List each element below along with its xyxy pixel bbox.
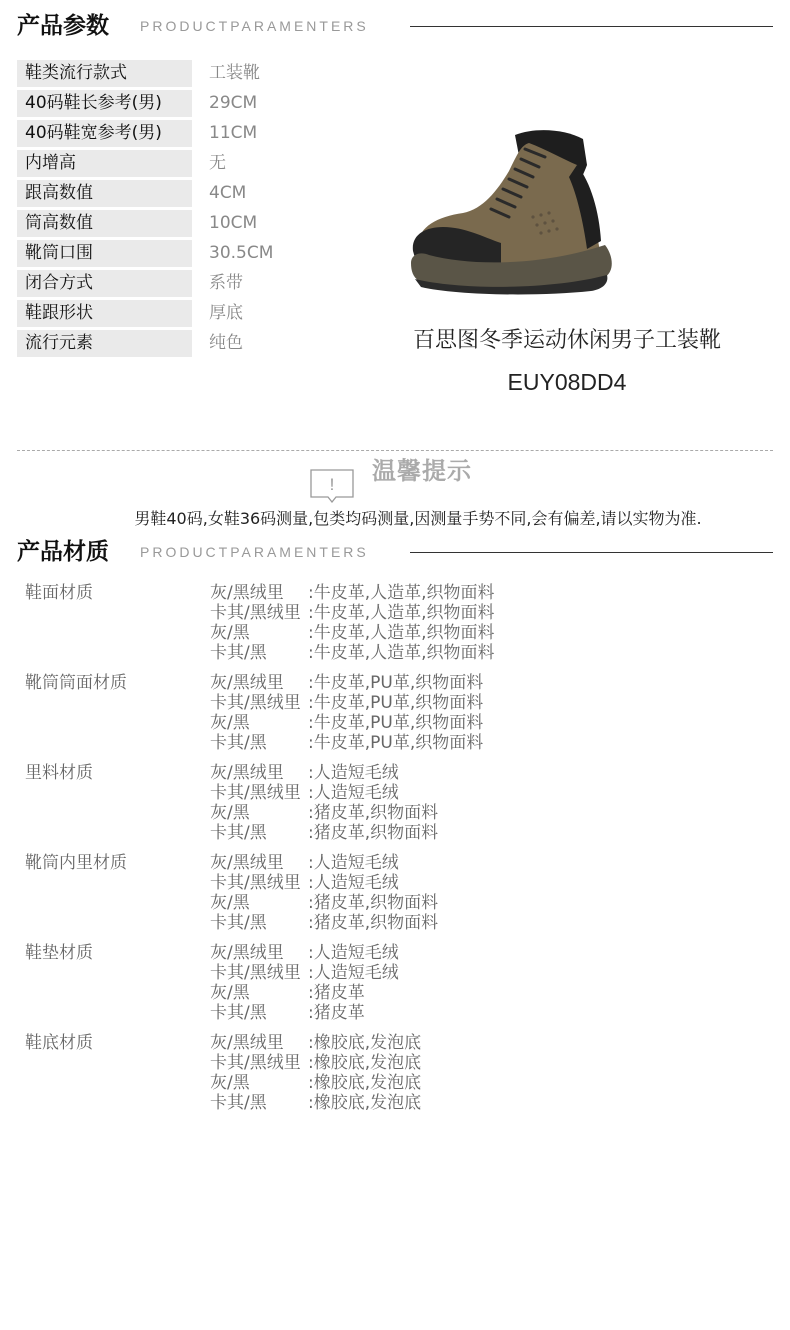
material-color-variant: 卡其/黑 — [210, 1003, 267, 1023]
param-value: 工装靴 — [209, 63, 260, 83]
material-color-variant: 卡其/黑绒里 — [210, 603, 301, 623]
material-group — [25, 763, 725, 853]
material-color-variant: 灰/黑 — [210, 713, 250, 733]
material-color-variant: 卡其/黑 — [210, 733, 267, 753]
material-separator: : — [308, 963, 314, 983]
material-color-variant: 灰/黑 — [210, 1073, 250, 1093]
materials-section-header — [17, 537, 773, 567]
material-color-variant: 卡其/黑绒里 — [210, 783, 301, 803]
material-separator: : — [308, 1053, 314, 1073]
material-separator: : — [308, 693, 314, 713]
params-section-subtitle: PRODUCTPARAMENTERS — [140, 18, 369, 34]
material-category: 靴筒内里材质 — [25, 853, 127, 873]
material-description: 猪皮革 — [313, 1003, 365, 1023]
material-separator: : — [308, 733, 314, 753]
material-description: 橡胶底,发泡底 — [313, 1033, 422, 1053]
param-row — [17, 120, 317, 150]
product-name: 百思图冬季运动休闲男子工装靴 — [412, 328, 721, 353]
param-row — [17, 270, 317, 300]
material-color-variant: 灰/黑绒里 — [210, 1033, 284, 1053]
param-row — [17, 300, 317, 330]
material-color-variant: 卡其/黑 — [210, 1093, 267, 1113]
material-line — [210, 943, 399, 963]
notice-icon-glyph: ! — [329, 475, 335, 494]
material-separator: : — [308, 1003, 314, 1023]
material-description: 牛皮革,PU革,织物面料 — [313, 673, 484, 693]
material-separator: : — [308, 783, 314, 803]
dashed-divider — [17, 450, 773, 451]
material-line — [210, 983, 365, 1003]
material-description: 牛皮革,人造革,织物面料 — [313, 643, 495, 663]
notice-title: 温馨提示 — [372, 457, 472, 485]
material-line — [210, 763, 399, 783]
material-line — [210, 873, 399, 893]
material-line — [210, 783, 399, 803]
material-separator: : — [308, 643, 314, 663]
material-color-variant: 卡其/黑 — [210, 823, 267, 843]
material-line — [210, 643, 495, 663]
material-color-variant: 灰/黑绒里 — [210, 673, 284, 693]
param-value: 29CM — [209, 93, 258, 113]
material-color-variant: 卡其/黑绒里 — [210, 963, 301, 983]
param-key: 靴筒口围 — [17, 240, 192, 267]
material-separator: : — [308, 823, 314, 843]
material-line — [210, 1073, 421, 1093]
product-shoe-image — [405, 125, 617, 295]
material-separator: : — [308, 583, 314, 603]
params-section-title: 产品参数 — [17, 13, 109, 39]
param-key: 40码鞋宽参考(男) — [17, 120, 192, 147]
material-color-variant: 卡其/黑 — [210, 913, 267, 933]
material-category: 靴筒筒面材质 — [25, 673, 127, 693]
material-description: 猪皮革,织物面料 — [313, 823, 439, 843]
param-value: 10CM — [209, 213, 258, 233]
material-separator: : — [308, 1073, 314, 1093]
param-value: 11CM — [209, 123, 258, 143]
section-rule — [410, 26, 773, 27]
param-row — [17, 330, 317, 360]
material-description: 牛皮革,人造革,织物面料 — [313, 623, 495, 643]
material-category: 鞋垫材质 — [25, 943, 93, 963]
material-separator: : — [308, 673, 314, 693]
material-line — [210, 913, 438, 933]
material-group — [25, 943, 725, 1033]
param-key: 40码鞋长参考(男) — [17, 90, 192, 117]
material-category: 鞋面材质 — [25, 583, 93, 603]
param-key: 跟高数值 — [17, 180, 192, 207]
material-description: 牛皮革,PU革,织物面料 — [313, 693, 484, 713]
material-separator: : — [308, 893, 314, 913]
param-row — [17, 240, 317, 270]
material-color-variant: 卡其/黑绒里 — [210, 873, 301, 893]
material-line — [210, 823, 438, 843]
param-value: 无 — [209, 153, 226, 173]
material-color-variant: 灰/黑 — [210, 803, 250, 823]
material-separator: : — [308, 763, 314, 783]
material-separator: : — [308, 913, 314, 933]
material-description: 牛皮革,人造革,织物面料 — [313, 583, 495, 603]
material-description: 人造短毛绒 — [313, 943, 399, 963]
material-description: 人造短毛绒 — [313, 963, 399, 983]
param-key: 流行元素 — [17, 330, 192, 357]
material-line — [210, 583, 495, 603]
material-description: 猪皮革,织物面料 — [313, 913, 439, 933]
material-description: 人造短毛绒 — [313, 873, 399, 893]
param-row — [17, 90, 317, 120]
material-separator: : — [308, 623, 314, 643]
material-group — [25, 1033, 725, 1123]
material-line — [210, 673, 483, 693]
material-color-variant: 卡其/黑绒里 — [210, 1053, 301, 1073]
param-key: 鞋跟形状 — [17, 300, 192, 327]
param-row — [17, 150, 317, 180]
material-separator: : — [308, 1093, 314, 1113]
param-value: 30.5CM — [209, 243, 274, 263]
material-separator: : — [308, 853, 314, 873]
material-description: 橡胶底,发泡底 — [313, 1053, 422, 1073]
param-row — [17, 180, 317, 210]
material-line — [210, 733, 483, 753]
material-description: 牛皮革,PU革,织物面料 — [313, 713, 484, 733]
material-group — [25, 583, 725, 673]
param-row — [17, 210, 317, 240]
param-value: 4CM — [209, 183, 247, 203]
material-line — [210, 893, 438, 913]
material-color-variant: 灰/黑绒里 — [210, 583, 284, 603]
params-table — [17, 60, 317, 360]
param-value: 厚底 — [209, 303, 243, 323]
material-line — [210, 603, 495, 623]
materials-section-title: 产品材质 — [17, 539, 109, 565]
material-category: 鞋底材质 — [25, 1033, 93, 1053]
material-line — [210, 963, 399, 983]
material-color-variant: 灰/黑 — [210, 893, 250, 913]
materials-list — [25, 583, 725, 1123]
materials-section-subtitle: PRODUCTPARAMENTERS — [140, 544, 369, 560]
material-line — [210, 693, 483, 713]
material-color-variant: 灰/黑 — [210, 623, 250, 643]
material-color-variant: 灰/黑绒里 — [210, 853, 284, 873]
param-key: 闭合方式 — [17, 270, 192, 297]
param-value: 纯色 — [209, 333, 243, 353]
material-line — [210, 1003, 365, 1023]
material-color-variant: 灰/黑绒里 — [210, 943, 284, 963]
speech-bubble-exclamation-icon — [310, 469, 354, 503]
material-description: 人造短毛绒 — [313, 853, 399, 873]
param-key: 内增高 — [17, 150, 192, 177]
material-color-variant: 卡其/黑 — [210, 643, 267, 663]
material-line — [210, 1053, 421, 1073]
material-line — [210, 623, 495, 643]
material-line — [210, 853, 399, 873]
param-value: 系带 — [209, 273, 243, 293]
material-line — [210, 713, 483, 733]
material-separator: : — [308, 713, 314, 733]
material-description: 猪皮革 — [313, 983, 365, 1003]
material-color-variant: 灰/黑绒里 — [210, 763, 284, 783]
material-description: 猪皮革,织物面料 — [313, 893, 439, 913]
material-description: 橡胶底,发泡底 — [313, 1093, 422, 1113]
material-separator: : — [308, 873, 314, 893]
param-row — [17, 60, 317, 90]
material-description: 人造短毛绒 — [313, 763, 399, 783]
material-separator: : — [308, 603, 314, 623]
material-line — [210, 1033, 421, 1053]
notice-text: 男鞋40码,女鞋36码测量,包类均码测量,因测量手势不同,会有偏差,请以实物为准. — [134, 509, 702, 528]
product-model: EUY08DD4 — [507, 369, 627, 395]
material-description: 牛皮革,人造革,织物面料 — [313, 603, 495, 623]
param-key: 鞋类流行款式 — [17, 60, 192, 87]
material-line — [210, 803, 438, 823]
material-description: 牛皮革,PU革,织物面料 — [313, 733, 484, 753]
material-separator: : — [308, 1033, 314, 1053]
material-color-variant: 卡其/黑绒里 — [210, 693, 301, 713]
material-separator: : — [308, 803, 314, 823]
material-group — [25, 853, 725, 943]
material-line — [210, 1093, 421, 1113]
material-description: 猪皮革,织物面料 — [313, 803, 439, 823]
material-separator: : — [308, 983, 314, 1003]
material-category: 里料材质 — [25, 763, 93, 783]
material-separator: : — [308, 943, 314, 963]
material-color-variant: 灰/黑 — [210, 983, 250, 1003]
param-key: 筒高数值 — [17, 210, 192, 237]
material-group — [25, 673, 725, 763]
section-rule — [410, 552, 773, 553]
material-description: 橡胶底,发泡底 — [313, 1073, 422, 1093]
params-section-header — [17, 11, 773, 41]
material-description: 人造短毛绒 — [313, 783, 399, 803]
